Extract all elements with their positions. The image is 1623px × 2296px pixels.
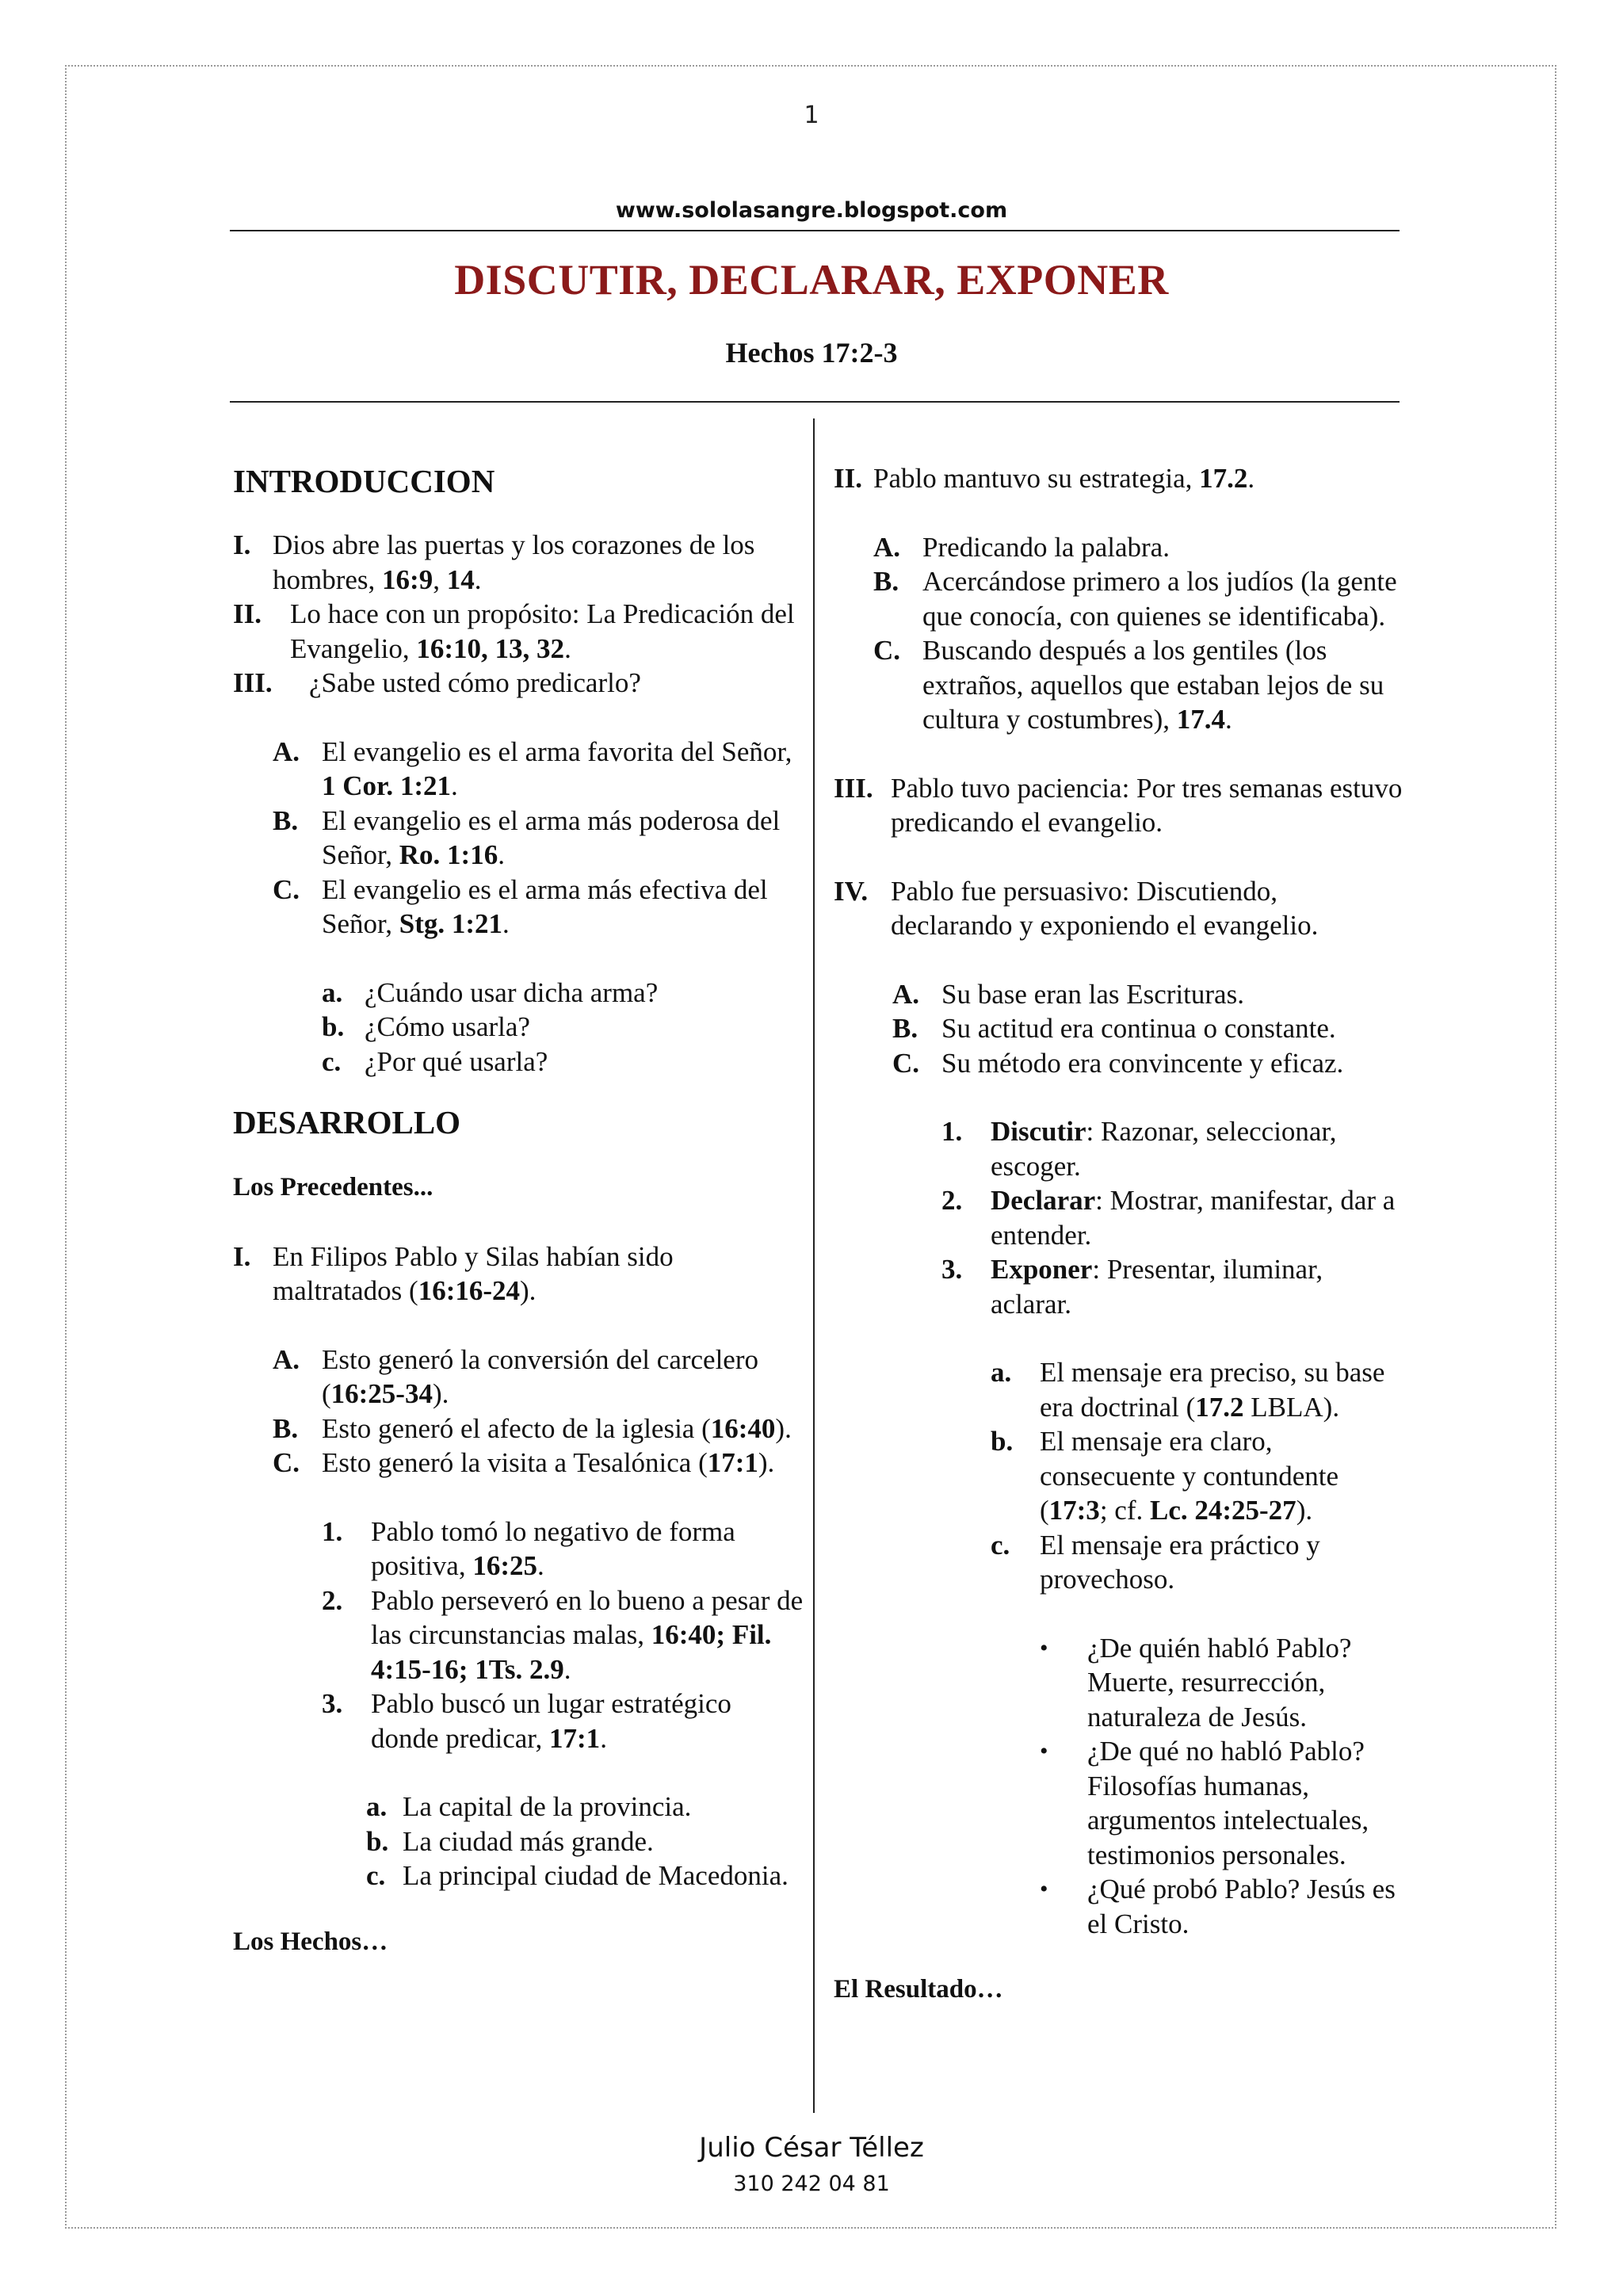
- result-heading: El Resultado…: [834, 1975, 1003, 2004]
- intro-heading: INTRODUCCION: [233, 463, 495, 499]
- list-item: II. Pablo mantuvo su estrategia, 17.2.: [834, 463, 1255, 494]
- list-item: a. El mensaje era preciso, su base era doctrinal (17.2 LBLA).: [991, 1357, 1385, 1423]
- list-item: 1. Discutir: Razonar, seleccionar, escoger.: [941, 1116, 1337, 1182]
- author-phone: 310 242 04 81: [733, 2172, 890, 2196]
- list-item: II. Lo hace con un propósito: La Predicación del Evangelio, 16:10, 13, 32.: [233, 598, 795, 664]
- intro-sublist: [273, 735, 804, 942]
- bullet-icon: •: [1040, 1738, 1048, 1764]
- precedents-numbered: [322, 1515, 804, 1756]
- list-item: 1. Pablo tomó lo negativo de forma positiva, 16:25.: [322, 1515, 735, 1581]
- scripture-reference: Hechos 17:2-3: [725, 337, 898, 369]
- list-item: IV. Pablo fue persuasivo: Discutiendo, declarando y exponiendo el evangelio.: [834, 875, 1319, 941]
- list-item: 2. Pablo perseveró en lo bueno a pesar de las circunstancias malas, 16:40; Fil. 4:15-16; 1Ts. 2.9.: [322, 1584, 804, 1685]
- facts-heading: Los Hechos…: [233, 1927, 388, 1956]
- list-item: C. Esto generó la visita a Tesalónica (17:1).: [273, 1447, 775, 1478]
- list-item: b. ¿Cómo usarla?: [322, 1011, 530, 1042]
- list-item: C. Buscando después a los gentiles (los extraños, aquellos que estaban lejos de su cultura y costumbres), 17.4.: [873, 635, 1384, 735]
- author-name: Julio César Téllez: [699, 2132, 924, 2164]
- list-item: c. La principal ciudad de Macedonia.: [366, 1860, 789, 1891]
- strategy-sublist: [873, 530, 1404, 737]
- right-column: [834, 461, 1404, 2008]
- left-column: [233, 461, 804, 1959]
- header-rule-bottom: [230, 401, 1400, 403]
- intro-questions: [322, 976, 804, 1079]
- list-item: a. ¿Cuándo usar dicha arma?: [322, 976, 659, 1008]
- precedents-sublist: [273, 1343, 804, 1480]
- bullet-icon: •: [1040, 1634, 1048, 1661]
- precedents-letters: [366, 1790, 804, 1893]
- list-item: B. Su actitud era continua o constante.: [892, 1013, 1336, 1044]
- list-item: C. El evangelio es el arma más efectiva del Señor, Stg. 1:21.: [273, 873, 768, 939]
- list-item: B. Esto generó el afecto de la iglesia (16:40).: [273, 1412, 792, 1444]
- website-url: www.sololasangre.blogspot.com: [615, 198, 1008, 223]
- list-item: A. Predicando la palabra.: [873, 531, 1170, 563]
- list-item: C. Su método era convincente y eficaz.: [892, 1047, 1344, 1079]
- precedents-heading: Los Precedentes...: [233, 1173, 433, 1201]
- list-item: 3. Exponer: Presentar, iluminar, aclarar.: [941, 1254, 1323, 1320]
- list-item: III. Pablo tuvo paciencia: Por tres semanas estuvo predicando el evangelio.: [834, 772, 1403, 838]
- list-item: • ¿De qué no habló Pablo? Filosofías humanas, argumentos intelectuales, testimonios personales.: [1040, 1734, 1404, 1872]
- list-item: c. ¿Por qué usarla?: [322, 1045, 548, 1077]
- message-letters: [991, 1355, 1404, 1597]
- list-item: c. El mensaje era práctico y provechoso.: [991, 1529, 1320, 1595]
- intro-points: [233, 528, 804, 701]
- list-item: b. El mensaje era claro, consecuente y contundente (17:3; cf. Lc. 24:25-27).: [991, 1426, 1339, 1526]
- development-heading: DESARROLLO: [233, 1104, 461, 1140]
- list-item: b. La ciudad más grande.: [366, 1825, 654, 1857]
- list-item: A. Esto generó la conversión del carcelero (16:25-34).: [273, 1343, 758, 1409]
- list-item: • ¿De quién habló Pablo? Muerte, resurrección, naturaleza de Jesús.: [1040, 1631, 1404, 1735]
- persuasion-sublist: [892, 977, 1404, 1081]
- page-number: 1: [804, 101, 819, 129]
- list-item: A. Su base eran las Escrituras.: [892, 978, 1244, 1010]
- document-title: DISCUTIR, DECLARAR, EXPONER: [454, 256, 1169, 304]
- bullet-icon: •: [1040, 1876, 1048, 1902]
- list-item: • ¿Qué probó Pablo? Jesús es el Cristo.: [1040, 1872, 1404, 1941]
- list-item: 2. Declarar: Mostrar, manifestar, dar a entender.: [941, 1185, 1396, 1251]
- list-item: III. ¿Sabe usted cómo predicarlo?: [233, 667, 641, 698]
- list-item: B. Acercándose primero a los judíos (la gente que conocía, con quienes se identificaba).: [873, 566, 1397, 632]
- list-item: B. El evangelio es el arma más poderosa del Señor, Ro. 1:16.: [273, 804, 781, 870]
- bullet-list: [1040, 1631, 1404, 1942]
- column-divider: [813, 418, 815, 2113]
- header-rule-top: [230, 230, 1400, 231]
- list-item: I. Dios abre las puertas y los corazones de los hombres, 16:9, 14.: [233, 529, 755, 595]
- persuasion-numbered: [941, 1114, 1404, 1321]
- list-item: 3. Pablo buscó un lugar estratégico donde predicar, 17:1.: [322, 1688, 731, 1754]
- list-item: A. El evangelio es el arma favorita del Señor, 1 Cor. 1:21.: [273, 735, 792, 801]
- list-item: a. La capital de la provincia.: [366, 1791, 692, 1822]
- list-item: I. En Filipos Pablo y Silas habían sido maltratados (16:16-24).: [233, 1240, 674, 1306]
